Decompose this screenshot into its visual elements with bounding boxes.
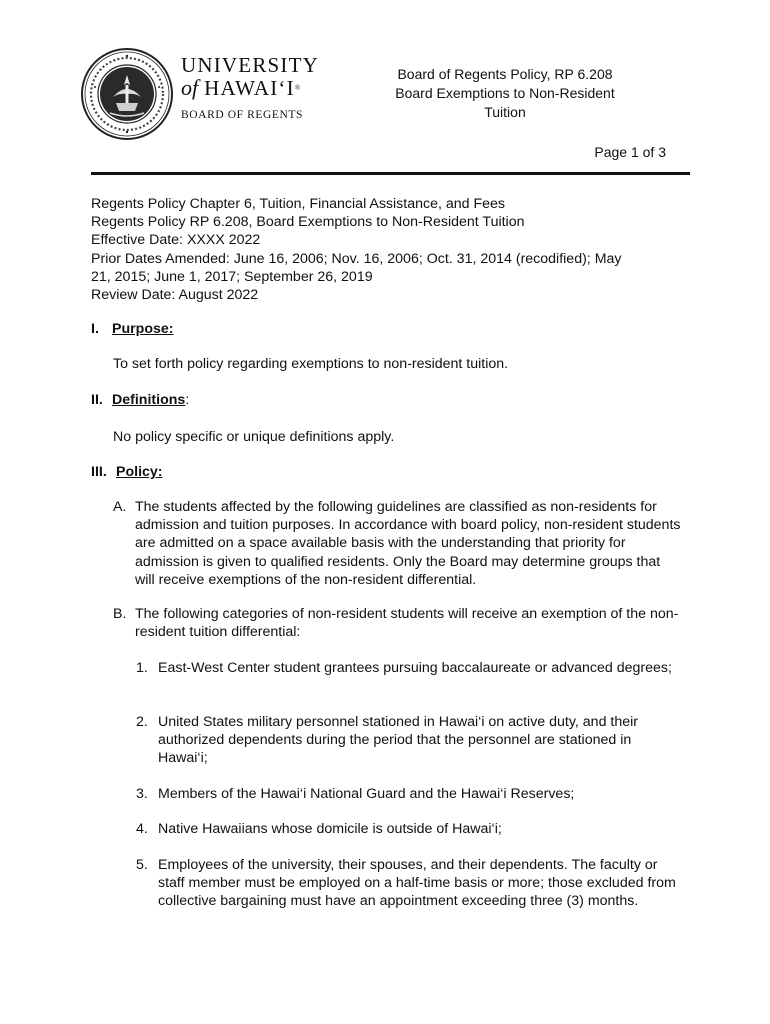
prior-dates-amended-line1: Prior Dates Amended: June 16, 2006; Nov. 16, 2006; Oct. 31, 2014 (recodified); May [91, 250, 622, 267]
list-marker: B. [113, 606, 127, 622]
effective-date: Effective Date: XXXX 2022 [91, 232, 261, 249]
list-marker: 2. [136, 714, 148, 730]
wordmark-board-of-regents: BOARD OF REGENTS [181, 109, 304, 121]
list-item-text: East-West Center student grantees pursuing baccalaureate or advanced degrees; [158, 660, 672, 676]
list-marker: 4. [136, 821, 148, 837]
list-marker: 1. [136, 660, 148, 676]
list-item-text: Members of the Hawai‘i National Guard and the Hawai‘i Reserves; [158, 786, 575, 802]
wordmark [181, 54, 319, 124]
list-item-text: United States military personnel stationed in Hawai‘i on active duty, and their authorized dependents during the period that the personnel are stationed in Hawai‘i; [158, 714, 638, 767]
section-title: Definitions [112, 392, 186, 408]
section-number: II. [91, 392, 103, 408]
list-item [136, 820, 676, 838]
list-marker: 3. [136, 786, 148, 802]
list-marker: A. [113, 499, 127, 515]
trademark-mark: ® [294, 84, 301, 92]
policy-metadata [91, 195, 681, 304]
section-policy-heading [91, 463, 163, 481]
university-seal-logo [80, 47, 174, 141]
policy-item-b [113, 605, 683, 641]
section-definitions-heading [91, 391, 189, 409]
policy-item-a-text: The students affected by the following guidelines are classified as non-residents for admission and tuition purposes. In accordance with board policy, non-resident students are admitted on a space available basis with the understanding that priority for admission is given to qualified residents. Only the Board may determine groups that will receive exemptions of the non-resident differential. [135, 499, 681, 588]
policy-heading-line1: Board of Regents Policy, RP 6.208 [397, 66, 613, 82]
list-item [136, 713, 676, 768]
definitions-text: No policy specific or unique definitions apply. [113, 429, 395, 445]
list-item [136, 856, 676, 911]
policy-chapter: Regents Policy Chapter 6, Tuition, Financial Assistance, and Fees [91, 196, 506, 212]
policy-heading-line3: Tuition [484, 104, 526, 120]
section-number: I. [91, 321, 99, 337]
wordmark-of-hawaii [181, 76, 319, 100]
section-title: Purpose: [112, 321, 174, 337]
list-item [136, 659, 676, 677]
section-number: III. [91, 464, 107, 480]
purpose-text: To set forth policy regarding exemptions to non-resident tuition. [113, 356, 509, 372]
wordmark-hawaii: HAWAI‘I [204, 76, 295, 100]
section-purpose-heading [91, 320, 174, 338]
policy-item-a [113, 498, 683, 589]
policy-heading-line2: Board Exemptions to Non-Resident [395, 85, 615, 101]
wordmark-university: UNIVERSITY [181, 53, 319, 77]
list-item [136, 785, 676, 803]
policy-item-b-text: The following categories of non-resident students will receive an exemption of the non-resident tuition differential: [135, 606, 679, 641]
section-colon: : [185, 392, 190, 408]
policy-heading [380, 65, 630, 122]
policy-name: Regents Policy RP 6.208, Board Exemptions to Non-Resident Tuition [91, 214, 525, 231]
list-marker: 5. [136, 857, 148, 873]
review-date: Review Date: August 2022 [91, 287, 259, 304]
header-divider [91, 172, 690, 175]
list-item-text: Native Hawaiians whose domicile is outside of Hawai‘i; [158, 821, 502, 837]
wordmark-of: of [181, 75, 199, 100]
prior-dates-amended-line2: 21, 2015; June 1, 2017; September 26, 2019 [91, 268, 373, 285]
section-title: Policy: [116, 464, 163, 480]
page-number: Page 1 of 3 [594, 144, 666, 160]
list-item-text: Employees of the university, their spouses, and their dependents. The faculty or staff member must be employed on a half-time basis or more; those excluded from collective bargaining must have an appointment exceeding three (3) months. [158, 857, 676, 910]
